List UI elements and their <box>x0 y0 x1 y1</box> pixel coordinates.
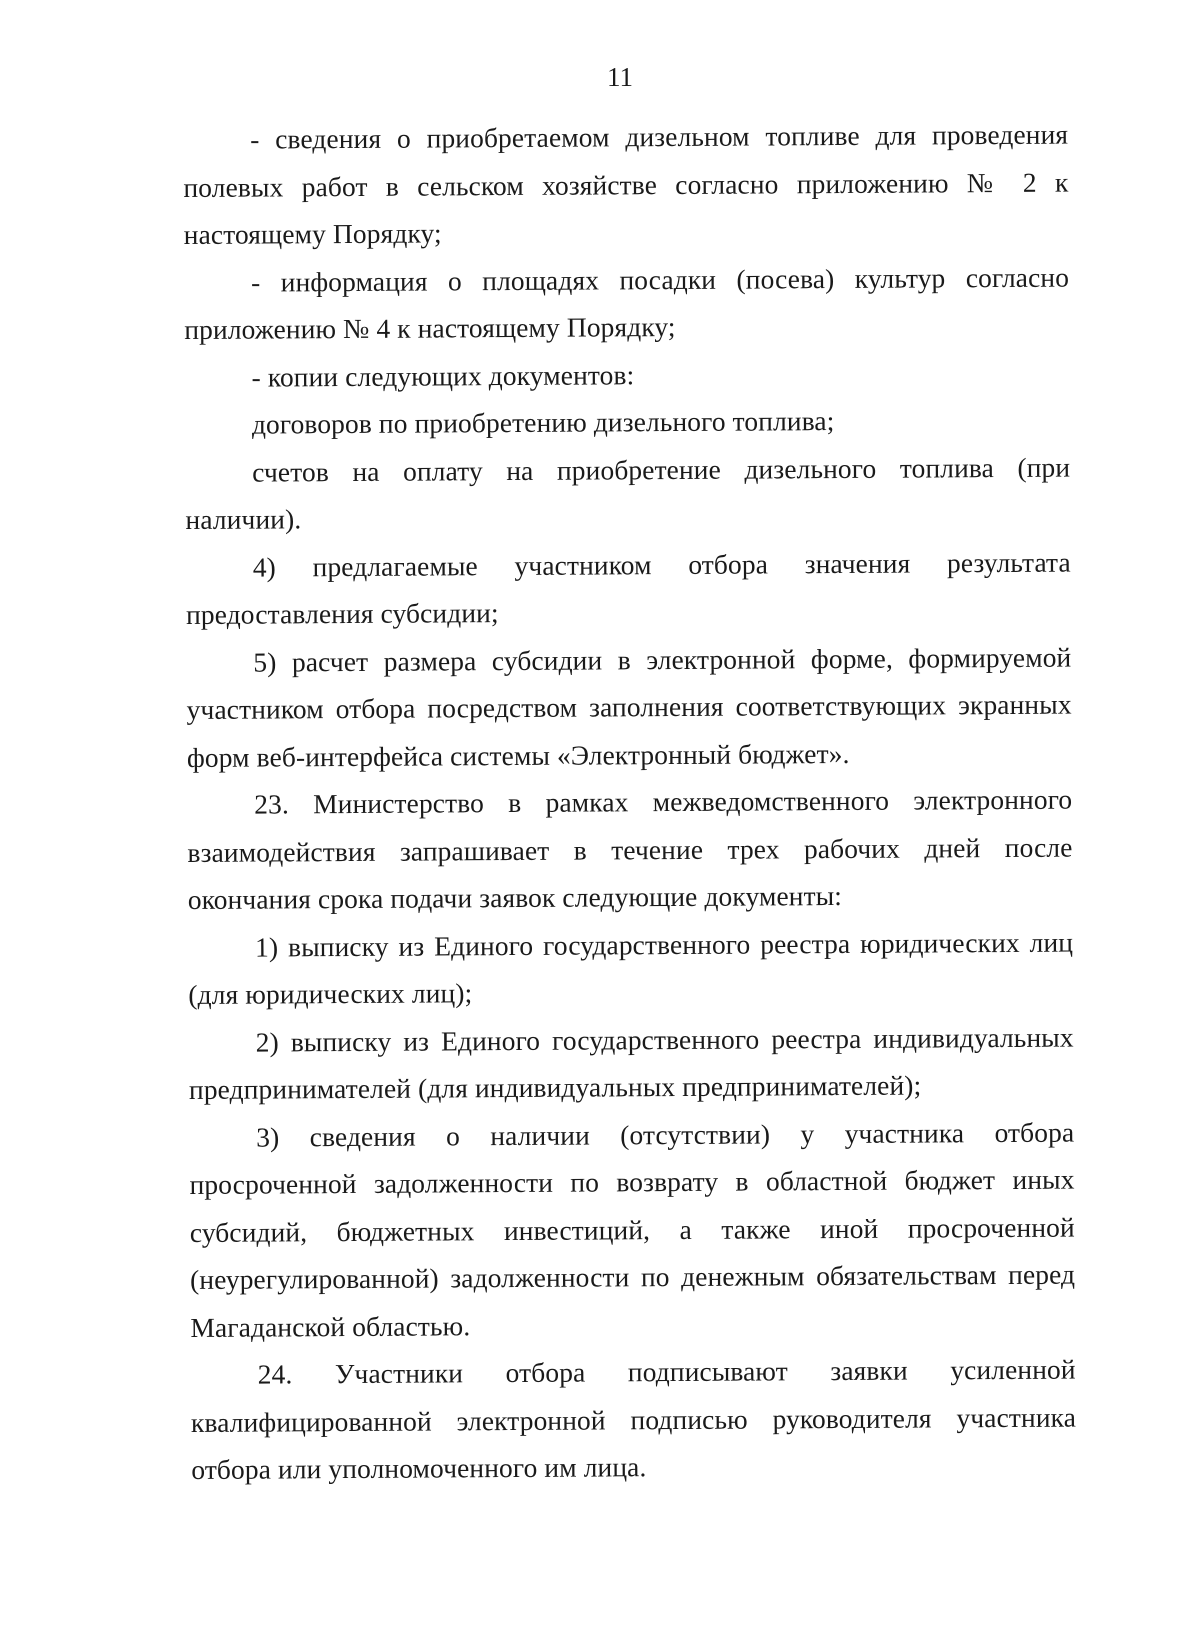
paragraph-section-24: 24. Участники отбора подписывают заявки усиленной квалифицированной электронной подписью руководителя участника отбора или уполномоченного им лица. <box>190 1353 1077 1485</box>
paragraph-planting-area-info: - информация о площадях посадки (посева) культур согласно приложению № 4 к настоящему Порядку; <box>184 261 1070 345</box>
page-number: 11 <box>607 62 633 92</box>
paragraph-section-23: 23. Министерство в рамках межведомственного электронного взаимодействия запрашивает в течение трех рабочих дней после окончания срока подачи заявок следующие документы: <box>187 783 1073 915</box>
paragraph-fuel-contracts: договоров по приобретению дизельного топлива; <box>251 405 835 440</box>
paragraph-document-copies: - копии следующих документов: <box>251 358 635 393</box>
paragraph-23-item-2: 2) выписку из Единого государственного реестра индивидуальных предпринимателей (для индивидуальных предпринимателей); <box>188 1021 1074 1105</box>
paragraph-item-4: 4) предлагаемые участником отбора значения результата предоставления субсидии; <box>185 546 1071 630</box>
paragraph-item-5: 5) расчет размера субсидии в электронной форме, формируемой участником отбора посредством заполнения соответствующих экранных форм веб-интерфейса системы «Электронный бюджет». <box>186 641 1072 773</box>
paragraph-23-item-3: 3) сведения о наличии (отсутствии) у участника отбора просроченной задолженности по возврату в областной бюджет иных субсидий, бюджетных инвестиций, а также иной просроченной (неурегулированной) задолженности по денежным обязательствам перед Магаданской областью. <box>189 1116 1076 1343</box>
document-body <box>183 111 1076 1494</box>
paragraph-fuel-info: - сведения о приобретаемом дизельном топливе для проведения полевых работ в сельском хозяйстве согласно приложению № 2 к настоящему Порядку; <box>183 118 1069 250</box>
paragraph-23-item-1: 1) выписку из Единого государственного реестра юридических лиц (для юридических лиц); <box>188 926 1074 1010</box>
paragraph-invoices: счетов на оплату на приобретение дизельного топлива (при наличии). <box>185 451 1071 535</box>
